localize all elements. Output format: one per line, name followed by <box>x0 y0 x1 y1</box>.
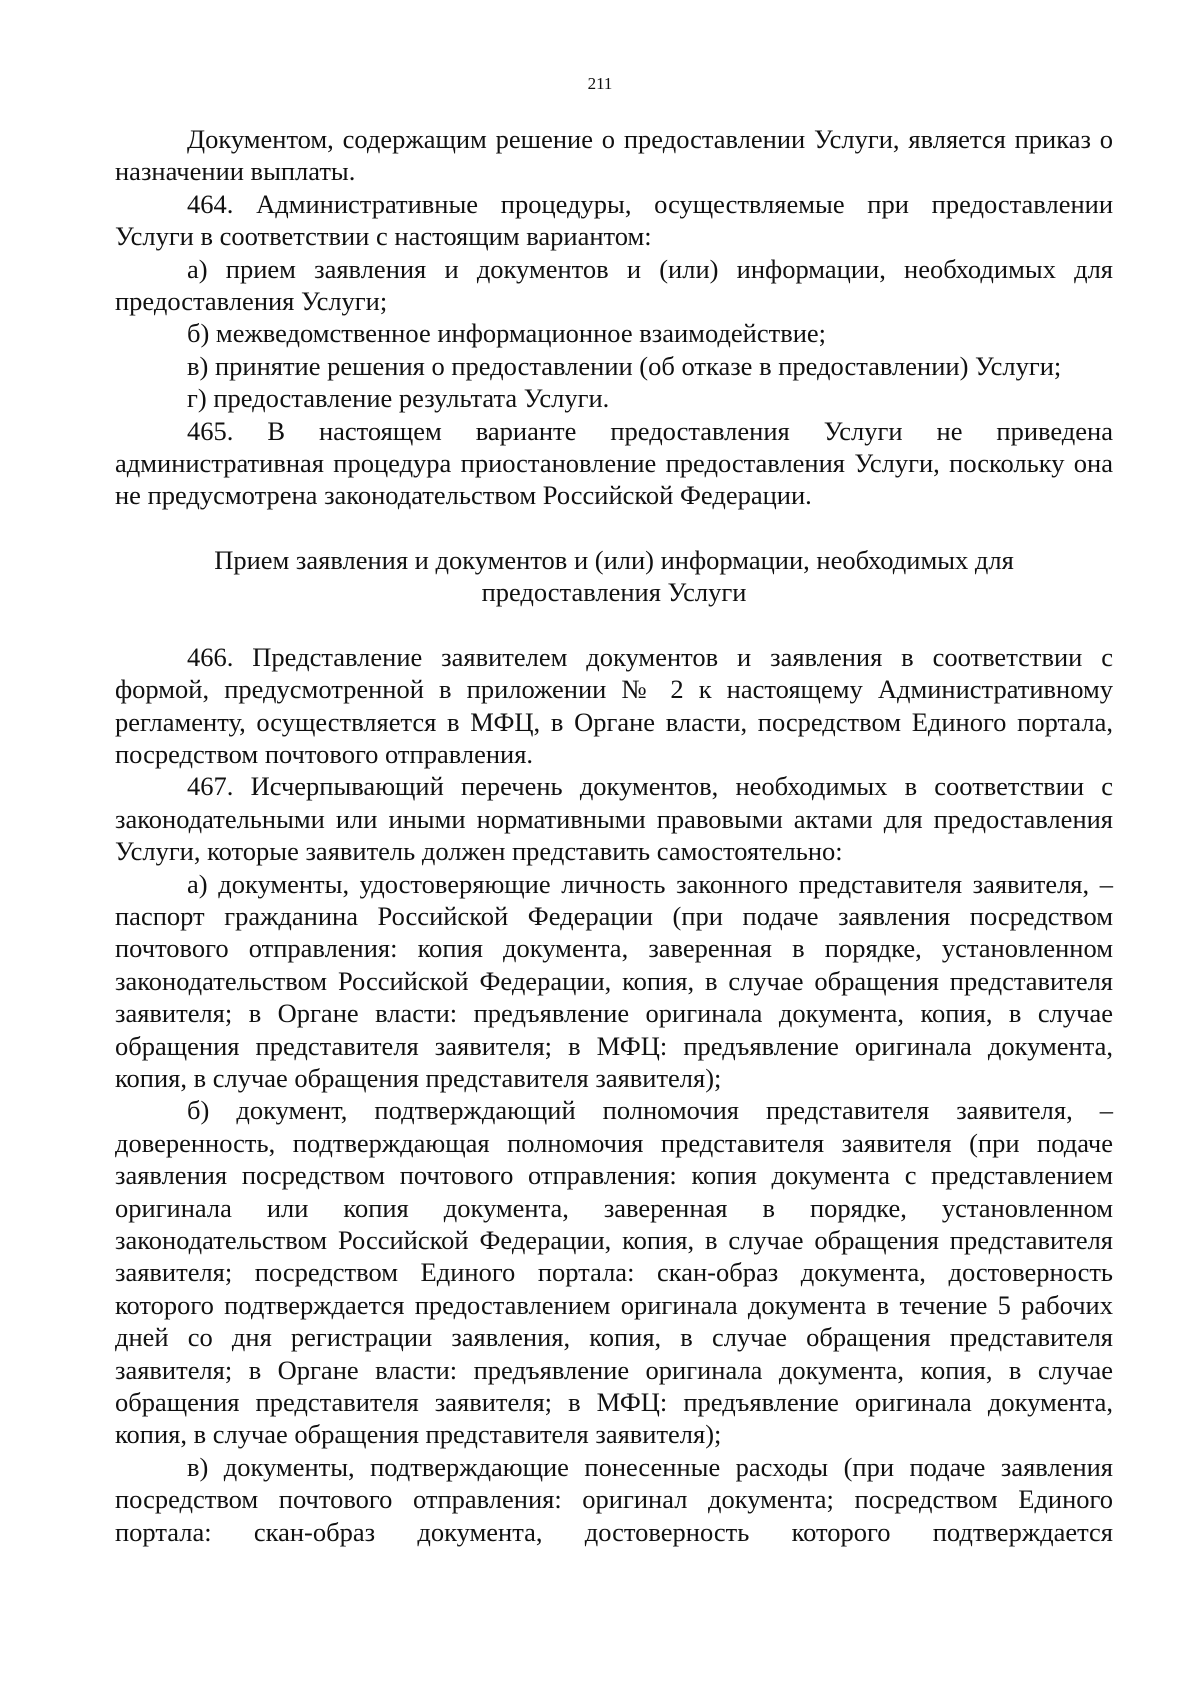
paragraph-464: 464. Административные процедуры, осуществляемые при предоставлении Услуги в соответствии с настоящим вариантом: <box>115 188 1113 252</box>
section-heading: Прием заявления и документов и (или) информации, необходимых для предоставления Услуги <box>214 544 1014 608</box>
paragraph-467: 467. Исчерпывающий перечень документов, необходимых в соответствии с законодательными или иными нормативными правовыми актами для предоставления Услуги, которые заявитель должен представить самостоятельно: <box>115 771 1113 867</box>
page-number: 211 <box>587 74 613 93</box>
paragraph-decision-document: Документом, содержащим решение о предоставлении Услуги, является приказ о назначении выплаты. <box>115 124 1113 187</box>
list-item-a: а) прием заявления и документов и (или) информации, необходимых для предоставления Услуги; <box>115 253 1113 317</box>
list-item-g: г) предоставление результата Услуги. <box>187 383 610 414</box>
paragraph-467-a: а) документы, удостоверяющие личность законного представителя заявителя, – паспорт гражданина Российской Федерации (при подаче заявления посредством почтового отправления: копия документа, заверенная в порядке, установленном законодательством Российской Федерации, копия, в случае обращения представителя заявителя; в Органе власти: предъявление оригинала документа, копия, в случае обращения представителя заявителя; в МФЦ: предъявление оригинала документа, копия, в случае обращения представителя заявителя); <box>115 868 1113 1093</box>
list-item-v: в) принятие решения о предоставлении (об отказе в предоставлении) Услуги; <box>187 350 1062 381</box>
list-item-b: б) межведомственное информационное взаимодействие; <box>187 318 827 349</box>
paragraph-467-v: в) документы, подтверждающие понесенные расходы (при подаче заявления посредством почтового отправления: оригинал документа; посредством Единого портала: скан-образ документа, достоверность которого подтверждается <box>115 1451 1113 1547</box>
document-body <box>115 123 1113 1548</box>
paragraph-466: 466. Представление заявителем документов и заявления в соответствии с формой, предусмотренной в приложении № 2 к настоящему Административному регламенту, осуществляется в МФЦ, в Органе власти, посредством Единого портала, посредством почтового отправления. <box>115 641 1113 769</box>
paragraph-467-b: б) документ, подтверждающий полномочия представителя заявителя, – доверенность, подтверждающая полномочия представителя заявителя (при подаче заявления посредством почтового отправления: копия документа с представлением оригинала или копия документа, заверенная в порядке, установленном законодательством Российской Федерации, копия, в случае обращения представителя заявителя; посредством Единого портала: скан-образ документа, достоверность которого подтверждается предоставлением оригинала документа в течение 5 рабочих дней со дня регистрации заявления, копия, в случае обращения представителя заявителя; в Органе власти: предъявление оригинала документа, копия, в случае обращения представителя заявителя; в МФЦ: предъявление оригинала документа, копия, в случае обращения представителя заявителя); <box>115 1095 1113 1450</box>
paragraph-465: 465. В настоящем варианте предоставления Услуги не приведена административная процедура приостановление предоставления Услуги, поскольку она не предусмотрена законодательством Российской Федерации. <box>115 415 1113 511</box>
